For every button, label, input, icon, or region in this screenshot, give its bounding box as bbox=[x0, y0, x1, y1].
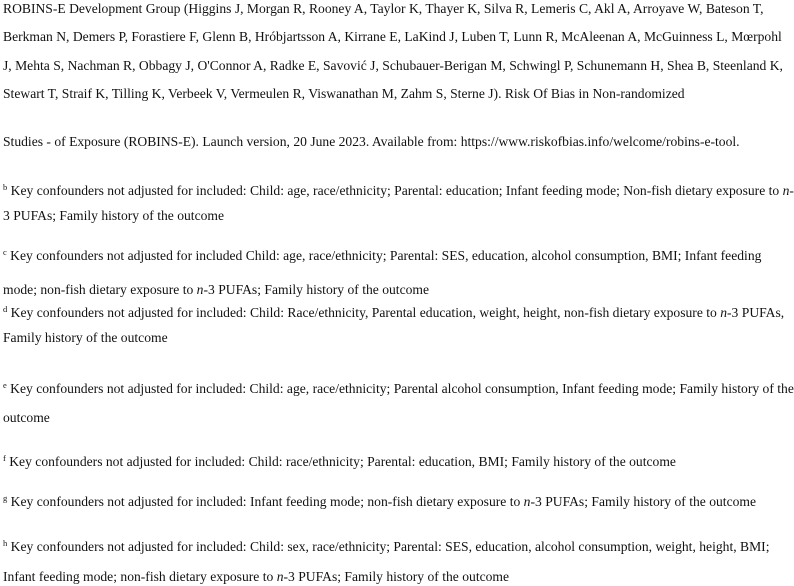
italic-variable: n bbox=[720, 305, 728, 320]
footnote-line bbox=[3, 183, 794, 199]
footnote-text: Key confounders not adjusted for included Child: age, race/ethnicity; Parental: SES, education, alcohol consumption, BMI; Infant feeding bbox=[6, 248, 762, 263]
footnote-marker: g bbox=[3, 493, 8, 503]
footnote-text: Key confounders not adjusted for included: Child: age, race/ethnicity; Parental: education; Infant feeding mode; Non-fish dietary exposure to bbox=[7, 183, 783, 198]
footnote-marker: c bbox=[3, 247, 7, 257]
footnote-text: Infant feeding mode; non-fish dietary exposure to bbox=[3, 569, 277, 584]
footnote-line bbox=[3, 305, 784, 321]
reference-line: Studies - of Exposure (ROBINS-E). Launch version, 20 June 2023. Available from: https://www.riskofbias.info/welcome/robins-e-tool. bbox=[3, 134, 740, 149]
footnote-text: Family history of the outcome bbox=[3, 330, 168, 345]
italic-variable: n bbox=[782, 183, 790, 198]
footnote-line bbox=[3, 569, 509, 585]
footnote-line bbox=[3, 381, 794, 397]
footnote-text: 3 PUFAs; Family history of the outcome bbox=[3, 208, 225, 223]
footnote-line bbox=[3, 248, 761, 264]
footnote-line bbox=[3, 410, 50, 426]
footnote-marker: d bbox=[3, 304, 8, 314]
footnote-line bbox=[3, 539, 769, 555]
italic-variable: n bbox=[276, 569, 284, 584]
footnote-marker: b bbox=[3, 182, 8, 192]
footnote-text: Key confounders not adjusted for included: Child: sex, race/ethnicity; Parental: SES, education, alcohol consumption, weight, height, BMI; bbox=[7, 539, 770, 554]
footnote-marker: f bbox=[3, 453, 6, 463]
footnote-line bbox=[3, 282, 429, 298]
footnote-line bbox=[3, 454, 676, 470]
italic-variable: n bbox=[196, 282, 204, 297]
footnote-text: Key confounders not adjusted for included: Child: Race/ethnicity, Parental education, weight, height, non-fish dietary exposure to bbox=[7, 305, 721, 320]
footnote-text: -3 PUFAs; Family history of the outcome bbox=[530, 494, 757, 509]
reference-line: Berkman N, Demers P, Forastiere F, Glenn B, Hróbjartsson A, Kirrane E, LaKind J, Luben T, Lunn R, McAleenan A, McGuinness L, Mœrpohl bbox=[3, 29, 782, 44]
italic-variable: n bbox=[523, 494, 531, 509]
footnote-line bbox=[3, 494, 756, 510]
footnote-text: - bbox=[789, 183, 794, 198]
footnote-text: -3 PUFAs; Family history of the outcome bbox=[283, 569, 510, 584]
footnote-line bbox=[3, 330, 168, 346]
footnote-text: mode; non-fish dietary exposure to bbox=[3, 282, 197, 297]
footnote-text: outcome bbox=[3, 410, 50, 425]
footnote-marker: h bbox=[3, 538, 8, 548]
footnote-text: Key confounders not adjusted for included: Infant feeding mode; non-fish dietary exposure to bbox=[7, 494, 524, 509]
footnote-text: -3 PUFAs; Family history of the outcome bbox=[203, 282, 430, 297]
footnote-text: Key confounders not adjusted for included: Child: race/ethnicity; Parental: education, BMI; Family history of the outcome bbox=[5, 454, 676, 469]
footnote-text: Key confounders not adjusted for included: Child: age, race/ethnicity; Parental alcohol consumption, Infant feeding mode; Family history of the bbox=[6, 381, 794, 396]
footnote-line bbox=[3, 208, 224, 224]
reference-line: ROBINS-E Development Group (Higgins J, Morgan R, Rooney A, Taylor K, Thayer K, Silva R, Lemeris C, Akl A, Arroyave W, Bateson T, bbox=[3, 1, 764, 16]
reference-line: J, Mehta S, Nachman R, Obbagy J, O'Connor A, Radke E, Savović J, Schubauer-Berigan M, Schwingl P, Schunemann H, Shea B, Steenland K, bbox=[3, 58, 783, 73]
reference-line: Stewart T, Straif K, Tilling K, Verbeek V, Vermeulen R, Viswanathan M, Zahm S, Sterne J). Risk Of Bias in Non-randomized bbox=[3, 86, 685, 101]
footnote-marker: e bbox=[3, 380, 7, 390]
footnote-text: -3 PUFAs, bbox=[727, 305, 785, 320]
